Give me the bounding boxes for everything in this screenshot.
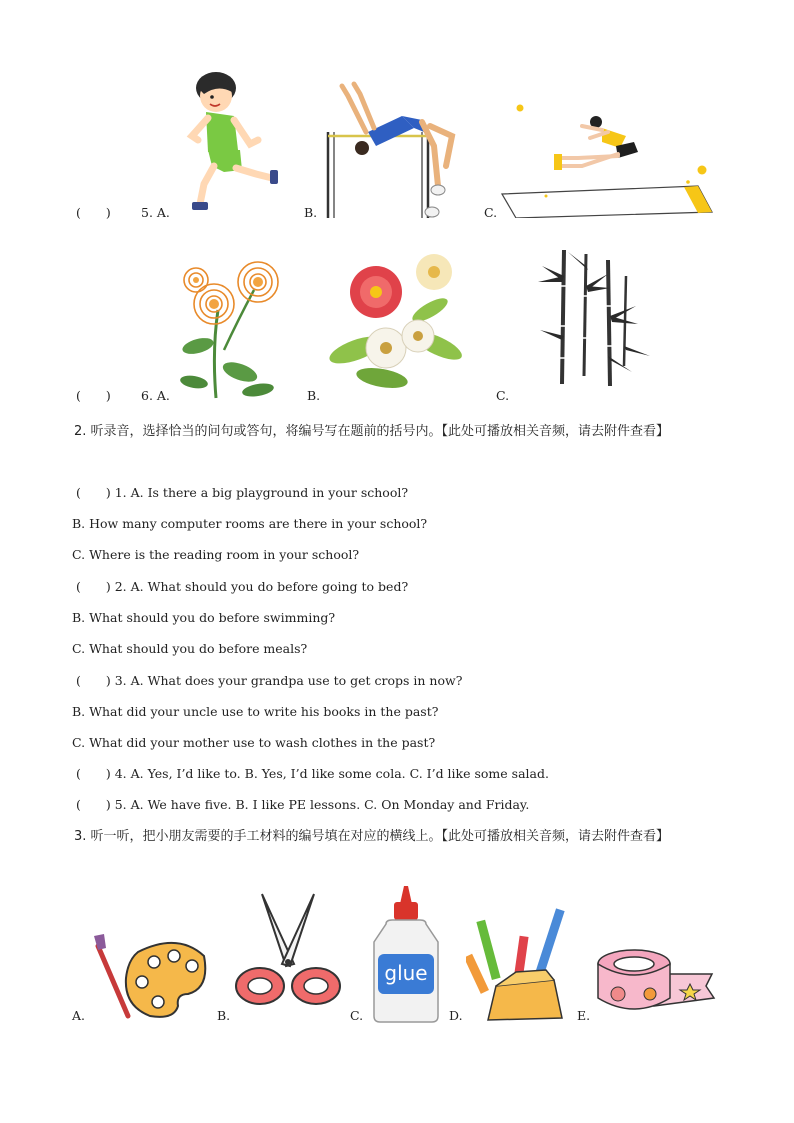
s2-q3-option-a: ( ) 3. A. What does your grandpa use to get crops in now? [76, 673, 463, 688]
chrysanthemum-image [178, 250, 288, 400]
scissors-image [232, 890, 344, 1012]
s3-label-d: D. [449, 1008, 463, 1023]
q6-number-a: 6. A. [141, 388, 170, 403]
tape-roll-image [594, 944, 720, 1020]
s2-q1-option-c: C. Where is the reading room in your school? [72, 547, 360, 562]
bamboo-image [528, 246, 658, 388]
s2-q2-option-a: ( ) 2. A. What should you do before going to bed? [76, 579, 409, 594]
s2-q3-option-c: C. What did your mother use to wash clothes in the past? [72, 735, 436, 750]
q6-paren: ( ) [76, 388, 111, 403]
section3-heading: 3. 听一听，把小朋友需要的手工材料的编号填在对应的横线上。【此处可播放相关音频，请去附件查看】 [74, 829, 670, 844]
s3-label-b: B. [217, 1008, 231, 1023]
s3-label-c: C. [350, 1008, 364, 1023]
high-jump-image [318, 76, 468, 220]
s3-label-e: E. [577, 1008, 591, 1023]
peony-flowers-image [326, 250, 466, 394]
running-boy-image [178, 66, 283, 216]
s3-label-a: A. [72, 1008, 86, 1023]
q5-option-c-label: C. [484, 205, 498, 220]
s2-q3-option-b: B. What did your uncle use to write his books in the past? [72, 704, 439, 719]
s2-q2-option-b: B. What should you do before swimming? [72, 610, 336, 625]
q5-number-a: 5. A. [141, 205, 170, 220]
q6-option-c-label: C. [496, 388, 510, 403]
s2-q4-options: ( ) 4. A. Yes, I’d like to. B. Yes, I’d like some cola. C. I’d like some salad. [76, 766, 549, 781]
crayons-image [466, 900, 576, 1022]
s2-q5-options: ( ) 5. A. We have five. B. I like PE lessons. C. On Monday and Friday. [76, 797, 530, 812]
section2-heading: 2. 听录音，选择恰当的问句或答句，将编号写在题前的括号内。【此处可播放相关音频，请去附件查看】 [74, 424, 670, 439]
s2-q1-option-b: B. How many computer rooms are there in your school? [72, 516, 428, 531]
s2-q2-option-c: C. What should you do before meals? [72, 641, 308, 656]
s2-q1-option-a: ( ) 1. A. Is there a big playground in your school? [76, 485, 409, 500]
glue-bottle-image [368, 884, 444, 1024]
glue-label-text: glue [384, 961, 428, 985]
q5-paren: ( ) [76, 205, 111, 220]
q5-option-b-label: B. [304, 205, 318, 220]
long-jump-image [498, 96, 718, 218]
q6-option-b-label: B. [307, 388, 321, 403]
paint-palette-image [88, 932, 210, 1022]
